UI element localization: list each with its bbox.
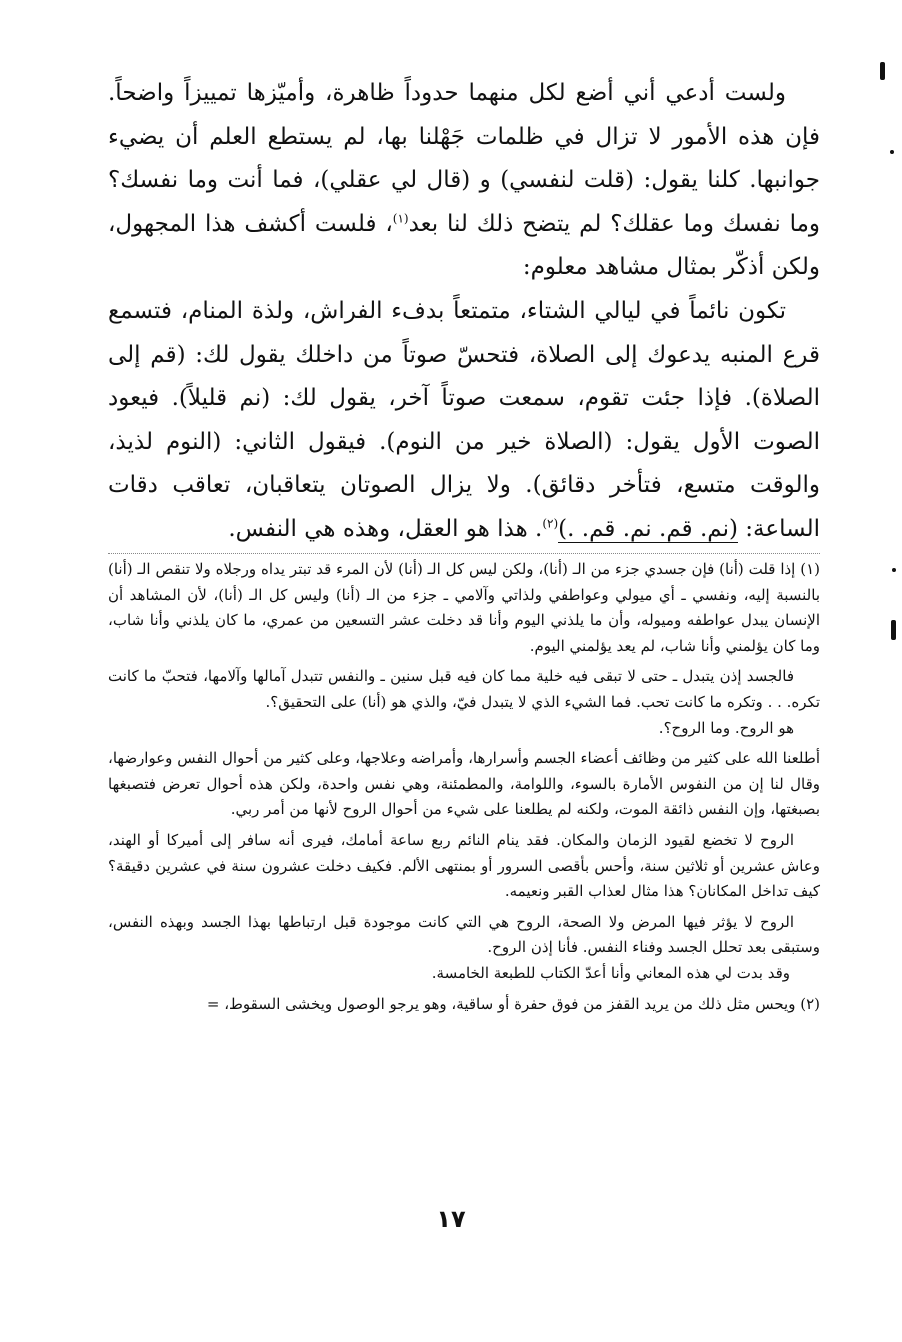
- footnote-ref-2: (٢): [542, 516, 559, 531]
- footnote-2: [108, 992, 820, 1018]
- margin-mark: [891, 620, 896, 640]
- footnote-2-text: ويحس مثل ذلك من يريد القفز من فوق حفرة أو ساقية، وهو يرجو الوصول ويخشى السقوط، =: [206, 994, 796, 1013]
- footnote-1: [108, 557, 820, 659]
- main-text: [108, 72, 820, 552]
- footnote-1-para-e: الروح لا تخضع لقيود الزمان والمكان. فقد ينام النائم ربع ساعة أمامك، فيرى أنه سافر إلى أميركا أو الهند، وعاش عشرين أو ثلاثين سنة، وأحس بأقصى السرور أو بمنتهى الألم. فكيف دخلت عشرون سنة في عشرين دقيقة؟ كيف تداخل المكانان؟ هذا مثال لعذاب القبر ونعيمه.: [108, 830, 820, 901]
- footnote-1-para-b: فالجسد إذن يتبدل ـ حتى لا تبقى فيه خلية مما كان فيه قبل سنين ـ والنفس تتبدل آمالها وآلامها، فتحبّ ما كانت تكره. . . وتكره ما كانت تحب. فما الشيء الذي لا يتبدل فيّ، والذي هو (أنا) على التحقيق؟.: [108, 667, 820, 711]
- page-number: ١٧: [436, 1205, 466, 1233]
- footnote-2-label: (٢): [800, 994, 820, 1013]
- footnote-1-para-f: الروح لا يؤثر فيها المرض ولا الصحة، الروح هي التي كانت موجودة قبل ارتباطها بهذا الجسد وبهذه النفس، وستبقى بعد تحلل الجسد وفناء النفس. فأنا إذن الروح.: [108, 912, 820, 957]
- footnote-1-para-a: إذا قلت (أنا) فإن جسدي جزء من الـ (أنا)، ولكن ليس كل الـ (أنا) لأن المرء قد تبتر يداه ورجلاه ولا تنقص الـ (أنا) بالنسبة إليه، ونفسي ـ أي ميولي وعواطفي ولذاتي وآلامي ـ جزء من الـ (أنا) وليس كل الـ (أنا)، لأن المشاهد أن الإنسان يبدل عواطفه وميوله، وأن ما يلذني اليوم وأنا قد دخلت عشر التسعين من عمري، ما كان يلذني وأنا شاب، وما كان يؤلمني وأنا شاب، لم يعد يؤلمني اليوم.: [108, 560, 820, 655]
- footnote-divider: [108, 553, 820, 554]
- paragraph-1-end: ، فلست أكشف هذا المجهول، ولكن أذكّر بمثال مشاهد معلوم:: [108, 210, 820, 281]
- margin-mark: [892, 568, 896, 572]
- footnote-1-para-g: وقد بدت لي هذه المعاني وأنا أعدّ الكتاب للطبعة الخامسة.: [431, 963, 790, 982]
- margin-mark: [890, 150, 894, 154]
- paragraph-1-text: ولست أدعي أني أضع لكل منهما حدوداً ظاهرة، وأميّزها تمييزاً واضحاً. فإن هذه الأمور لا تزال في ظلمات جَهْلنا بها، لم يستطع العلم أن يضيء جوانبها. كلنا يقول: (قلت لنفسي) و (قال لي عقلي)، فما أنت وما نفسك؟ وما نفسك وما عقلك؟ لم يتضح ذلك لنا بعد: [108, 80, 820, 237]
- footnote-1-label: (١): [800, 560, 820, 578]
- paragraph-2: [108, 290, 820, 552]
- paragraph-2-end: . هذا هو العقل، وهذه هي النفس.: [228, 515, 543, 542]
- paragraph-2-text: تكون نائماً في ليالي الشتاء، متمتعاً بدفء الفراش، ولذة المنام، فتسمع قرع المنبه يدعوك إلى الصلاة، فتحسّ صوتاً من داخلك يقول لك: (قم إلى الصلاة). فإذا جئت تقوم، سمعت صوتاً آخر، يقول لك: (نم قليلاً). فيعود الصوت الأول يقول: (الصلاة خير من النوم). فيقول الثاني: (النوم لذيذ، والوقت متسع، فتأخر دقائق). ولا يزال الصوتان يتعاقبان، تعاقب دقات الساعة:: [108, 297, 820, 542]
- paragraph-1: [108, 72, 820, 290]
- footnote-1-para-c: هو الروح. وما الروح؟.: [658, 718, 794, 737]
- footnote-ref-1: (١): [392, 211, 409, 226]
- footnote-1-para-d: أطلعنا الله على كثير من وظائف أعضاء الجسم وأسرارها، وأمراضه وعلاجها، وعلى كثير من أحوال النفس وعوارضها، وقال لنا إن من النفوس الأمارة بالسوء، واللوامة، والمطمئنة، وهي نفس واحدة، ولكن هذه أحوال تعرض فتصبغها بصبغتها، وإن النفس ذائقة الموت، ولكنه لم يطلعنا على شيء من أحوال الروح لأنها من أمر ربي.: [108, 749, 820, 819]
- underlined-phrase: (نم. قم. نم. قم. .): [558, 515, 738, 542]
- footnotes: [108, 557, 820, 1017]
- margin-mark: [880, 62, 885, 80]
